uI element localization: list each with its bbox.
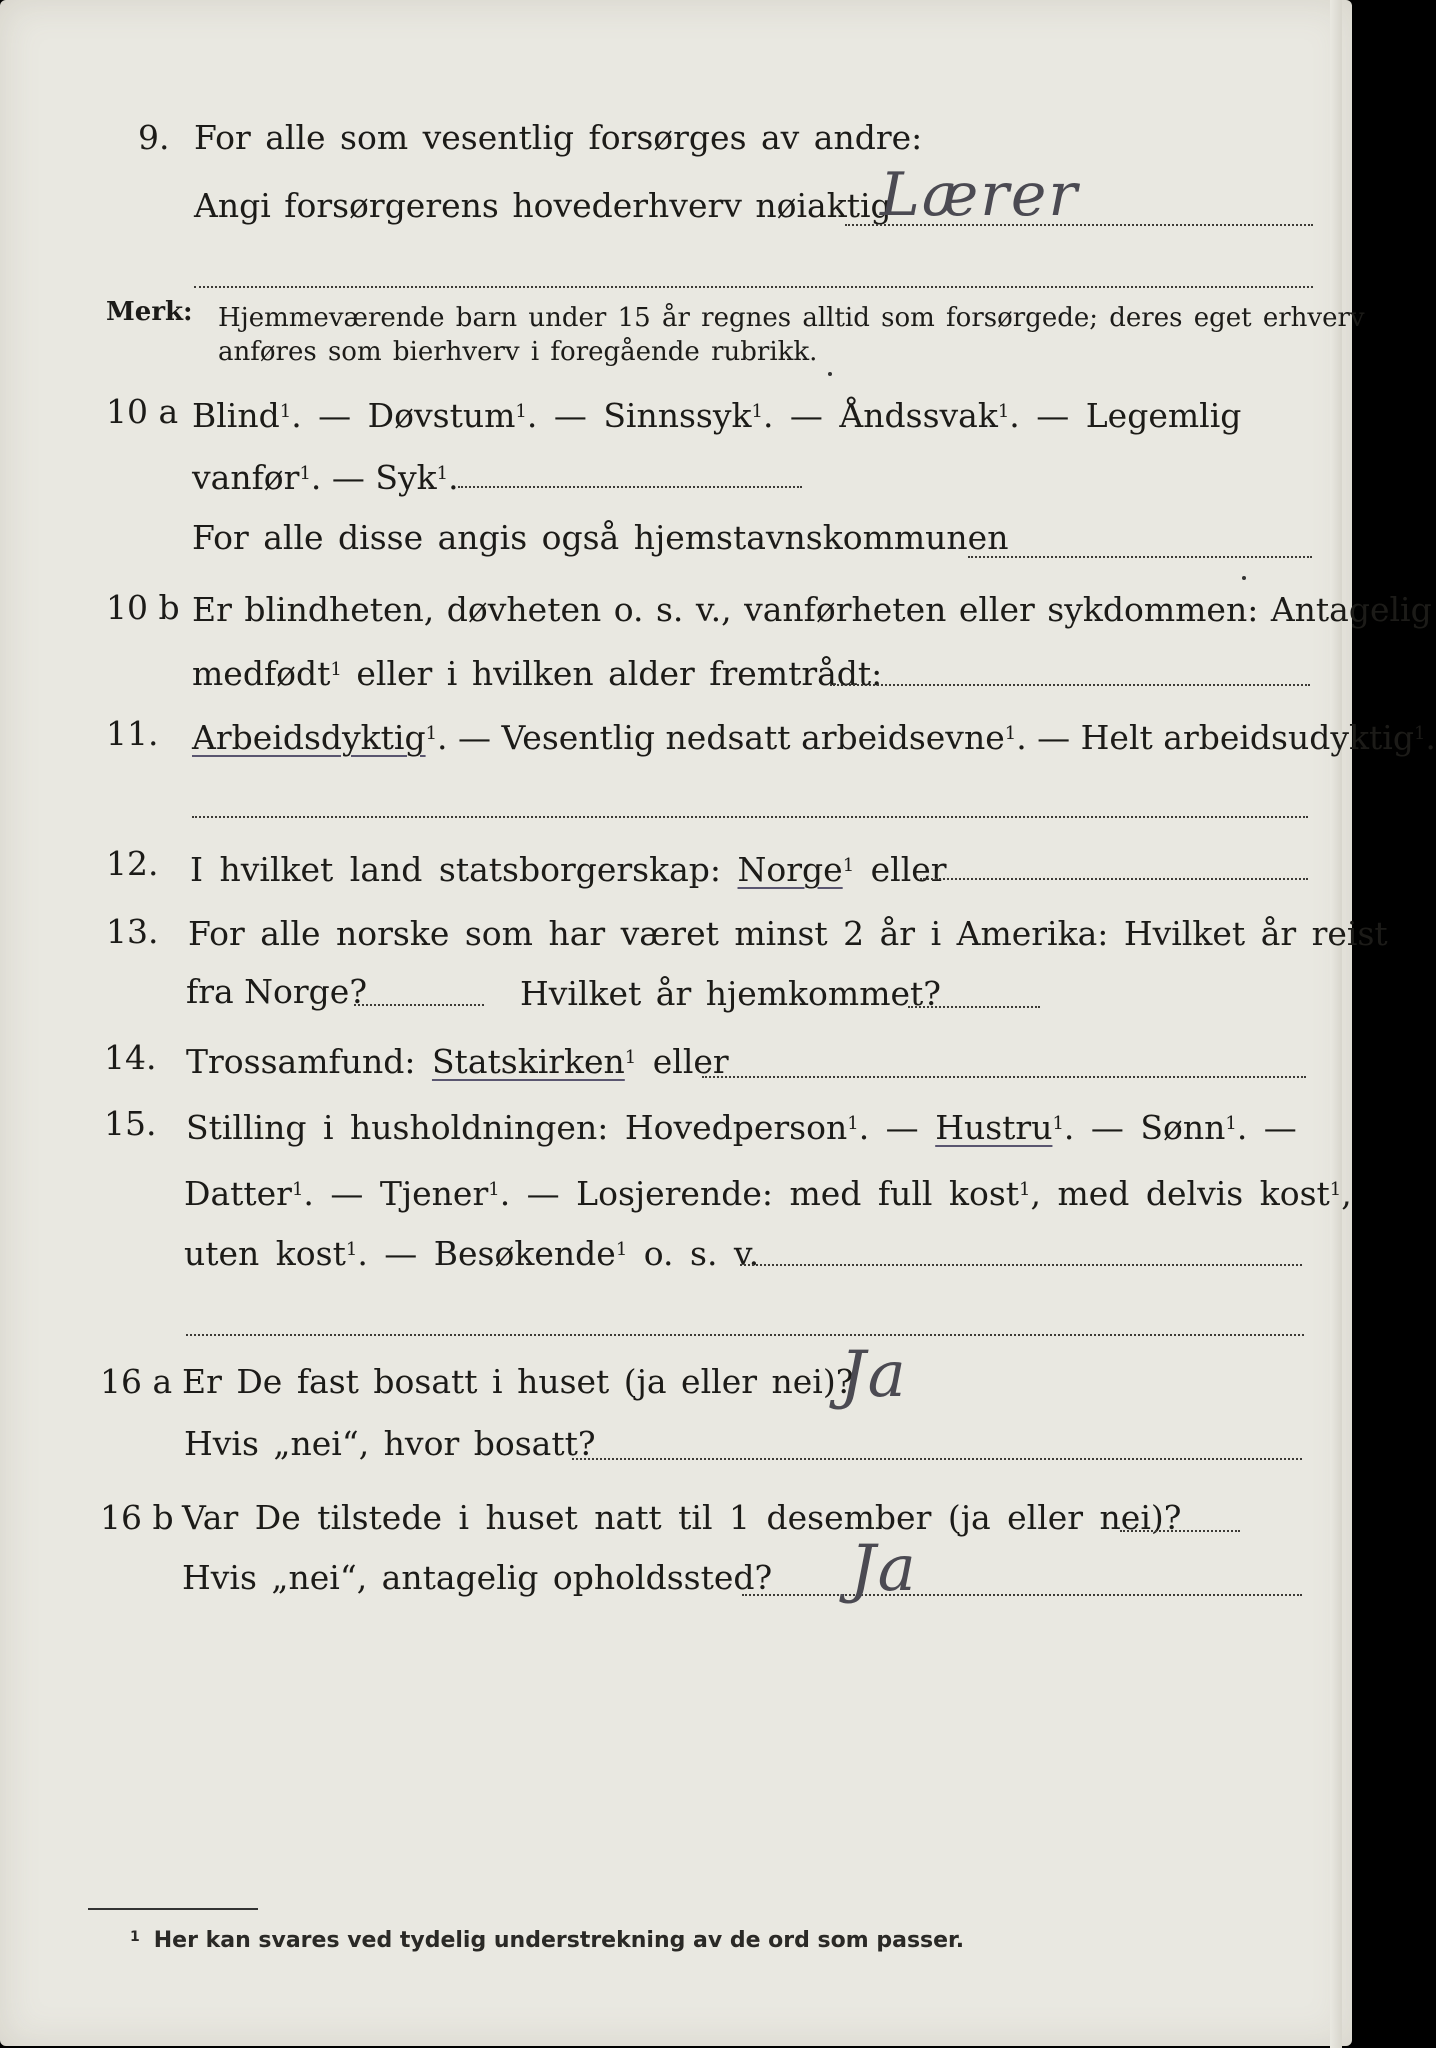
q16b-line1: Var De tilstede i huset natt til 1 desember (ja eller nei)? bbox=[182, 1498, 1182, 1537]
footnote: $^1$ Her kan svares ved tydelig understrekning av de ord som passer. bbox=[130, 1928, 965, 1953]
q12-line: I hvilket land statsborgerskap: Norge$^1$ eller bbox=[190, 850, 947, 889]
q16a-number: 16 a bbox=[100, 1362, 173, 1401]
q13-line1: For alle norske som har været minst 2 år i Amerika: Hvilket år reist bbox=[188, 914, 1388, 953]
q10b-line2: medfødt$^1$ eller i hvilken alder fremtrådt: bbox=[192, 654, 883, 693]
opt-arbeidsdyktig: Arbeidsdyktig bbox=[192, 718, 426, 757]
q16a-bosatt-line bbox=[572, 1458, 1302, 1460]
q10b-number: 10 b bbox=[106, 588, 180, 627]
q11-number: 11. bbox=[106, 714, 159, 753]
q13-hjemkommet-line bbox=[908, 1006, 1040, 1008]
q16b-ja-nei-line bbox=[1120, 1530, 1240, 1532]
opt-vanfor: vanfør bbox=[192, 458, 300, 497]
q14-line: Trossamfund: Statskirken$^1$ eller bbox=[186, 1042, 729, 1081]
q15-number: 15. bbox=[104, 1104, 157, 1143]
q14-answer-line bbox=[702, 1076, 1306, 1078]
page-edge bbox=[1408, 0, 1436, 2048]
q9-number: 9. bbox=[138, 118, 170, 157]
q15-line3: uten kost$^1$. — Besøkende$^1$ o. s. v. bbox=[184, 1234, 760, 1273]
speck bbox=[828, 372, 832, 376]
q10b-line1: Er blindheten, døvheten o. s. v., vanførheten eller sykdommen: Antagelig bbox=[192, 590, 1432, 629]
speck bbox=[1242, 576, 1246, 580]
q15-line1: Stilling i husholdningen: Hovedperson$^1$. — Hustru$^1$. — Sønn$^1$. — bbox=[186, 1108, 1297, 1147]
q16b-line2: Hvis „nei“, antagelig opholdssted? bbox=[182, 1558, 773, 1597]
opt-norge: Norge bbox=[737, 850, 843, 889]
q11-line: Arbeidsdyktig$^1$. — Vesentlig nedsatt arbeidsevne$^1$. — Helt arbeidsudyktig$^1$. bbox=[192, 718, 1436, 757]
q9-line1: For alle som vesentlig forsørges av andre: bbox=[194, 118, 923, 157]
q14-number: 14. bbox=[104, 1038, 157, 1077]
q10a-number: 10 a bbox=[106, 392, 179, 431]
q16a-answer: Ja bbox=[840, 1338, 908, 1412]
q13-line2a: fra Norge? bbox=[186, 972, 368, 1011]
q9-extra-line bbox=[194, 286, 1313, 288]
q11-extra-line bbox=[192, 816, 1308, 818]
opt-legemlig: . — Legemlig bbox=[1009, 396, 1242, 435]
footnote-rule bbox=[88, 1908, 258, 1910]
q10a-line1: Blind$^1$. — Døvstum$^1$. — Sinnssyk$^1$. — Åndssvak$^1$. — Legemlig bbox=[192, 396, 1242, 435]
q10a-kommune-line bbox=[968, 556, 1312, 558]
q12-number: 12. bbox=[106, 844, 159, 883]
q16a-line1: Er De fast bosatt i huset (ja eller nei)? bbox=[182, 1362, 854, 1401]
q15-extra-line bbox=[186, 1334, 1304, 1336]
q16b-opholdssted-line bbox=[742, 1594, 1302, 1596]
q10a-line2: vanfør$^1$. — Syk$^1$. bbox=[192, 458, 459, 497]
q13-number: 13. bbox=[106, 912, 159, 951]
q9-answer: Lærer bbox=[880, 160, 1080, 230]
q16b-answer: Ja bbox=[850, 1532, 918, 1606]
q16a-line2: Hvis „nei“, hvor bosatt? bbox=[184, 1424, 596, 1463]
opt-sinnssyk: . — Sinnssyk bbox=[526, 396, 752, 435]
merk-line1: Hjemmeværende barn under 15 år regnes alltid som forsørgede; deres eget erhverv bbox=[218, 303, 1365, 333]
opt-syk: . — Syk bbox=[310, 458, 437, 497]
opt-hustru: Hustru bbox=[935, 1108, 1053, 1147]
q10b-answer-line bbox=[830, 684, 1310, 686]
q16b-number: 16 b bbox=[100, 1498, 174, 1537]
opt-dovstum: . — Døvstum bbox=[291, 396, 516, 435]
merk-line2: anføres som bierhverv i foregående rubrikk. bbox=[218, 337, 818, 367]
q13-reist-line bbox=[354, 1004, 484, 1006]
opt-blind: Blind bbox=[192, 396, 280, 435]
opt-andssvak: . — Åndssvak bbox=[762, 396, 998, 435]
q13-line2b: Hvilket år hjemkommet? bbox=[520, 974, 941, 1013]
q10a-line3: For alle disse angis også hjemstavnskommunen bbox=[192, 518, 1009, 557]
q9-line2: Angi forsørgerens hovederhverv nøiaktig bbox=[194, 186, 892, 225]
q10a-syk-line bbox=[458, 486, 802, 488]
opt-statskirken: Statskirken bbox=[431, 1042, 625, 1081]
q12-answer-line bbox=[920, 878, 1308, 880]
q15-answer-line bbox=[740, 1264, 1302, 1266]
merk-label: Merk: bbox=[106, 297, 193, 327]
q15-line2: Datter$^1$. — Tjener$^1$. — Losjerende: med full kost$^1$, med delvis kost$^1$, bbox=[184, 1174, 1352, 1213]
